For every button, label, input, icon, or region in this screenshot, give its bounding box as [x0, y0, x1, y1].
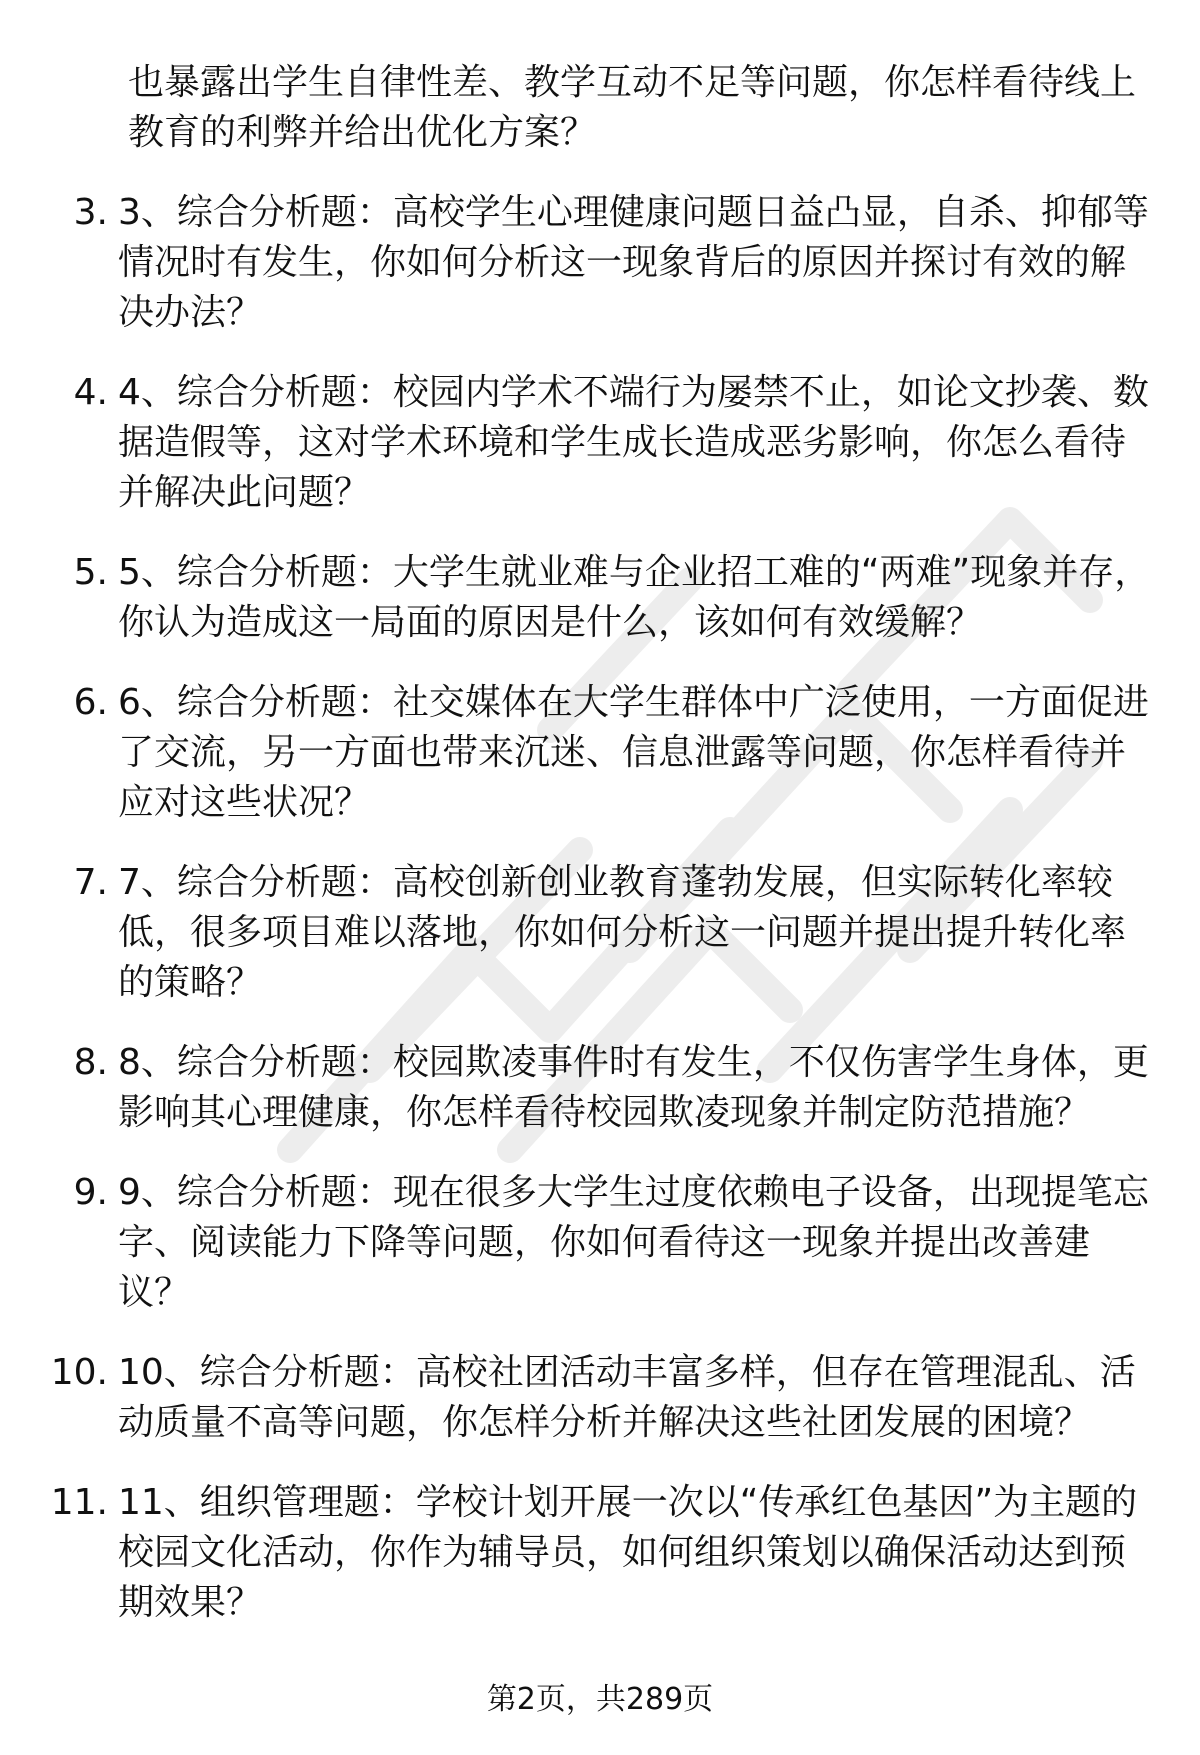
list-item: [0, 368, 1200, 518]
question-text: 8、综合分析题：校园欺凌事件时有发生，不仅伤害学生身体，更影响其心理健康，你怎样看待校园欺凌现象并制定防范措施？: [118, 1042, 1149, 1133]
list-item: [0, 678, 1200, 828]
page-footer: 第2页，共289页: [486, 1682, 714, 1717]
question-number: 8.: [73, 1042, 108, 1083]
question-text: 7、综合分析题：高校创新创业教育蓬勃发展，但实际转化率较低，很多项目难以落地，你如何分析这一问题并提出提升转化率的策略？: [118, 862, 1127, 1003]
question-number: 10.: [50, 1352, 108, 1393]
question-text: 9、综合分析题：现在很多大学生过度依赖电子设备，出现提笔忘字、阅读能力下降等问题，你如何看待这一现象并提出改善建议？: [118, 1172, 1149, 1313]
question-number: 9.: [73, 1172, 108, 1213]
question-number: 5.: [73, 552, 108, 593]
list-item: [0, 548, 1200, 648]
question-number: 7.: [73, 862, 108, 903]
question-text: 4、综合分析题：校园内学术不端行为屡禁不止，如论文抄袭、数据造假等，这对学术环境和学生成长造成恶劣影响，你怎么看待并解决此问题？: [118, 372, 1149, 513]
question-text: 10、综合分析题：高校社团活动丰富多样，但存在管理混乱、活动质量不高等问题，你怎样分析并解决这些社团发展的困境？: [118, 1352, 1136, 1443]
question-text: 5、综合分析题：大学生就业难与企业招工难的“两难”现象并存，你认为造成这一局面的原因是什么，该如何有效缓解？: [118, 552, 1151, 643]
list-item: [0, 1348, 1200, 1448]
question-number: 4.: [73, 372, 108, 413]
list-item: [0, 858, 1200, 1008]
list-item: [0, 1478, 1200, 1628]
question-number: 6.: [73, 682, 108, 723]
continuation-paragraph: 也暴露出学生自律性差、教学互动不足等问题，你怎样看待线上教育的利弊并给出优化方案？: [128, 62, 1137, 153]
question-text: 3、综合分析题：高校学生心理健康问题日益凸显，自杀、抑郁等情况时有发生，你如何分析这一现象背后的原因并探讨有效的解决办法？: [118, 192, 1149, 333]
list-item: [0, 188, 1200, 338]
question-text: 11、组织管理题：学校计划开展一次以“传承红色基因”为主题的校园文化活动，你作为辅导员，如何组织策划以确保活动达到预期效果？: [118, 1482, 1138, 1623]
question-list: [0, 188, 1200, 1658]
list-item: [0, 1038, 1200, 1138]
list-item: [0, 1168, 1200, 1318]
question-text: 6、综合分析题：社交媒体在大学生群体中广泛使用，一方面促进了交流，另一方面也带来沉迷、信息泄露等问题，你怎样看待并应对这些状况？: [118, 682, 1149, 823]
question-number: 3.: [73, 192, 108, 233]
question-number: 11.: [50, 1482, 108, 1523]
